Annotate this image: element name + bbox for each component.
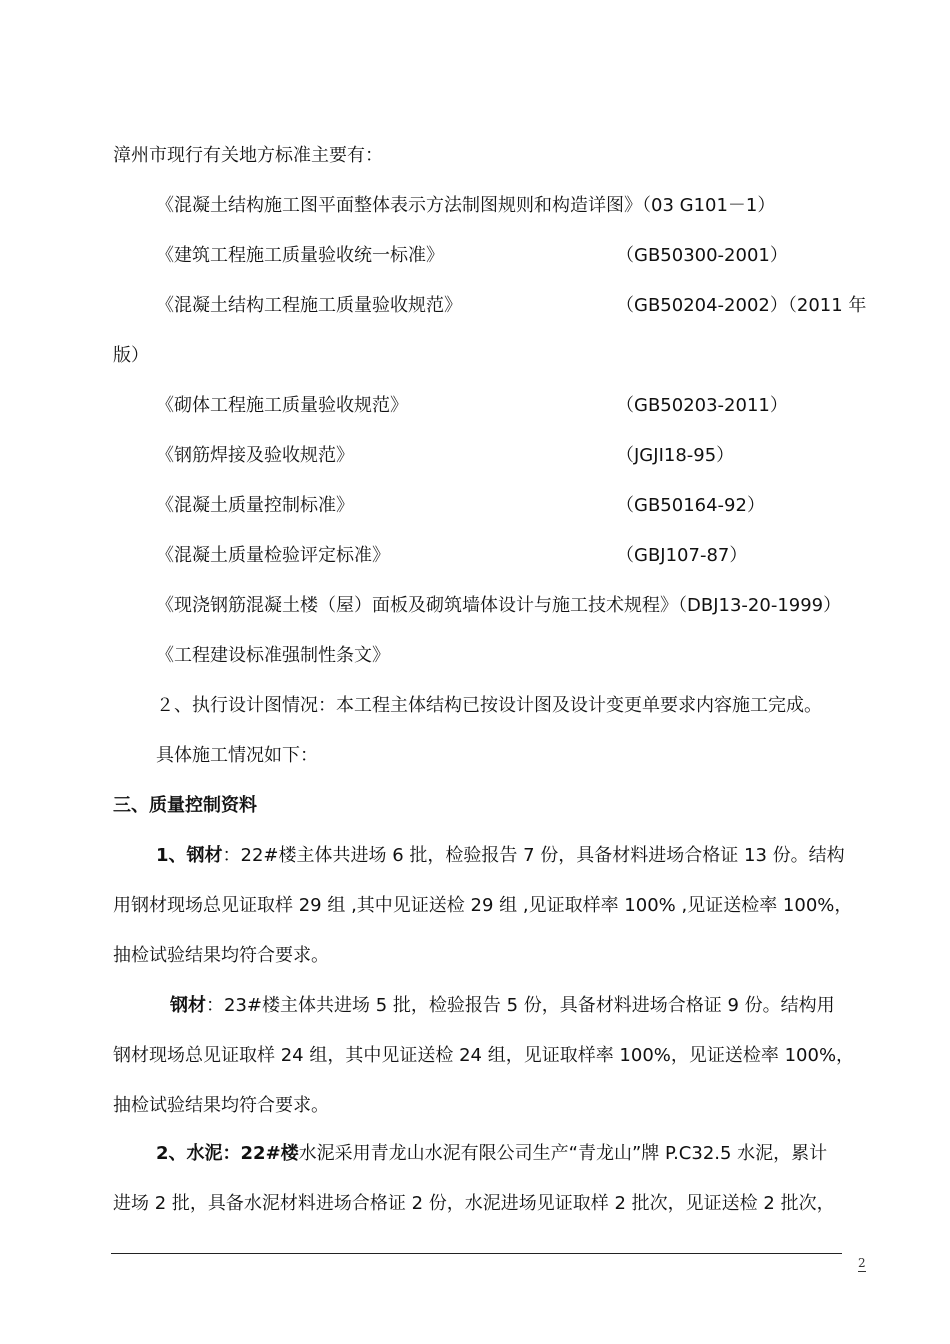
cement-22-text: 水泥采用青龙山水泥有限公司生产“青龙山”牌 P.C32.5 水泥，累计 bbox=[298, 1143, 828, 1164]
standard-code: （GB50204-2002）（2011 年 bbox=[616, 295, 867, 316]
footer-divider bbox=[111, 1253, 842, 1254]
standard-item: 《混凝土质量控制标准》 bbox=[156, 495, 354, 516]
page-number: 2 bbox=[858, 1256, 866, 1270]
standard-item: 《钢筋焊接及验收规范》 bbox=[156, 445, 354, 466]
steel-23-line1 bbox=[170, 993, 835, 1019]
steel-23-line2: 钢材现场总见证取样 24 组，其中见证送检 24 组，见证取样率 100%，见证送检率 100%， bbox=[113, 1045, 855, 1066]
steel-23-text: ：23#楼主体共进场 5 批，检验报告 5 份，具备材料进场合格证 9 份。结构用 bbox=[206, 995, 835, 1016]
steel-22-line3: 抽检试验结果均符合要求。 bbox=[113, 945, 329, 966]
standard-code: （GB50203-2011） bbox=[616, 395, 788, 416]
standard-code: （GB50164-92） bbox=[616, 495, 765, 516]
cement-22-line1 bbox=[156, 1141, 827, 1167]
standard-code: （GBJ107-87） bbox=[616, 545, 748, 566]
steel-23-label: 钢材 bbox=[170, 995, 206, 1016]
standard-code-continuation: 版） bbox=[113, 345, 149, 366]
cement-22-label: 2、水泥：22#楼 bbox=[156, 1143, 299, 1164]
steel-22-label: 1、钢材 bbox=[156, 845, 223, 866]
steel-23-line3: 抽检试验结果均符合要求。 bbox=[113, 1095, 329, 1116]
standard-item: 《建筑工程施工质量验收统一标准》 bbox=[156, 245, 444, 266]
standard-item: 《砌体工程施工质量验收规范》 bbox=[156, 395, 408, 416]
standard-item: 《工程建设标准强制性条文》 bbox=[156, 645, 390, 666]
standard-code: （GB50300-2001） bbox=[616, 245, 788, 266]
construction-intro: 具体施工情况如下： bbox=[156, 745, 318, 766]
steel-22-line1 bbox=[156, 843, 845, 869]
standard-code: （JGJI18-95） bbox=[616, 445, 735, 466]
intro-text: 漳州市现行有关地方标准主要有： bbox=[113, 145, 383, 166]
standard-item: 《混凝土质量检验评定标准》 bbox=[156, 545, 390, 566]
steel-22-text: ：22#楼主体共进场 6 批，检验报告 7 份，具备材料进场合格证 13 份。结构 bbox=[222, 845, 845, 866]
cement-22-line2: 进场 2 批，具备水泥材料进场合格证 2 份，水泥进场见证取样 2 批次，见证送检 2 批次， bbox=[113, 1193, 835, 1214]
standard-item: 《混凝土结构施工图平面整体表示方法制图规则和构造详图》（03 G101－1） bbox=[156, 195, 776, 216]
standard-item: 《混凝土结构工程施工质量验收规范》 bbox=[156, 295, 462, 316]
steel-22-line2: 用钢材现场总见证取样 29 组 ,其中见证送检 29 组 ,见证取样率 100% ,见证送检率 100%， bbox=[113, 895, 853, 916]
design-status-text: ２、执行设计图情况：本工程主体结构已按设计图及设计变更单要求内容施工完成。 bbox=[156, 695, 822, 716]
section-heading: 三、质量控制资料 bbox=[113, 795, 257, 816]
standard-item: 《现浇钢筋混凝土楼（屋）面板及砌筑墙体设计与施工技术规程》（DBJ13-20-1999） bbox=[156, 595, 842, 616]
